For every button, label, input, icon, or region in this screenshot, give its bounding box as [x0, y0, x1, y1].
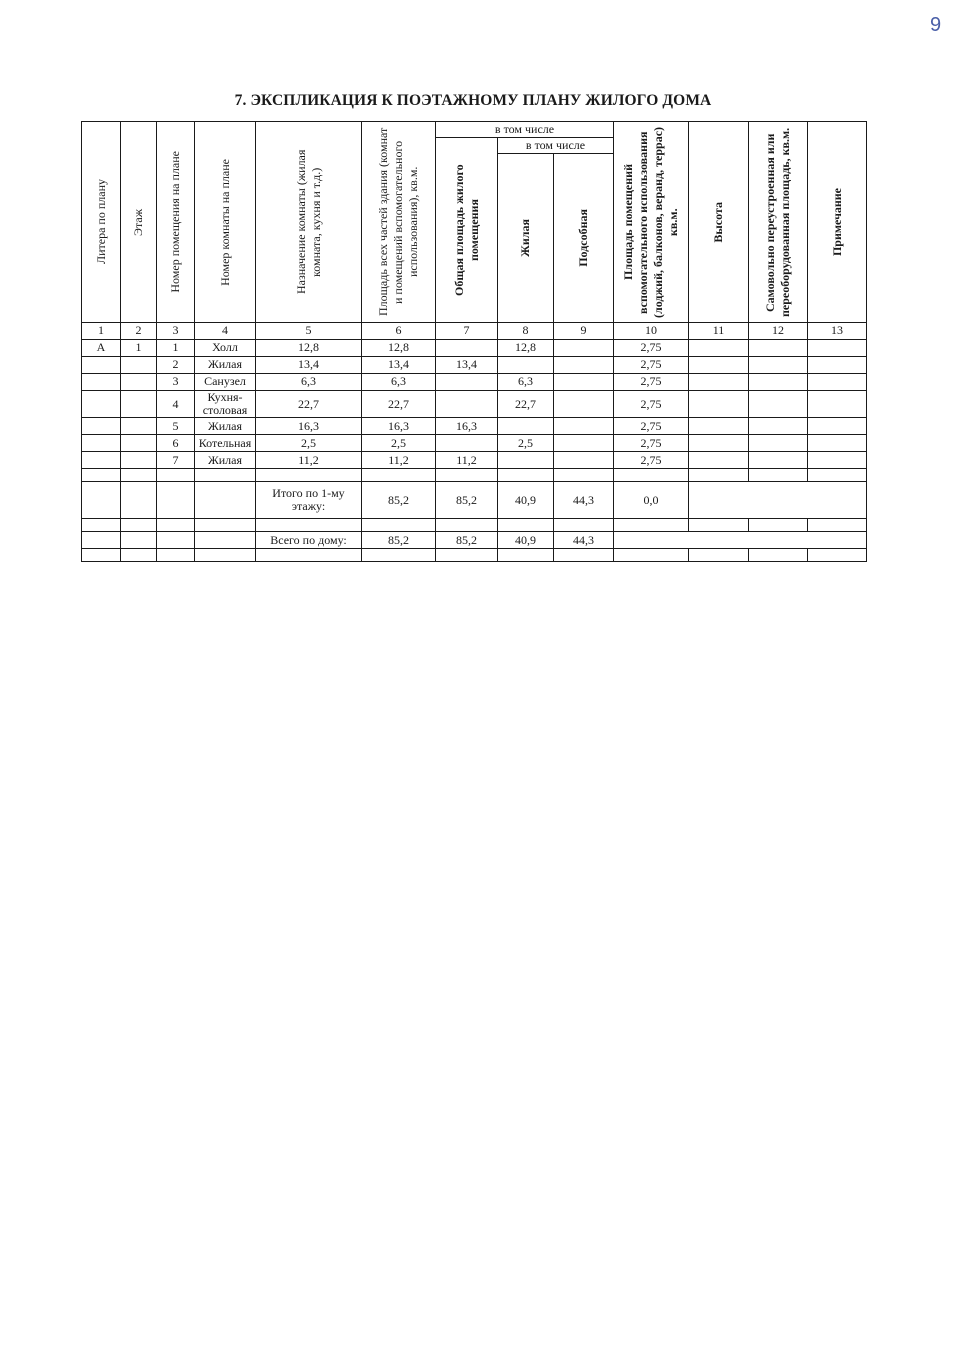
- floor-cell: [121, 452, 157, 469]
- area-all-cell: 22,7: [256, 391, 362, 418]
- floor-total-aux-use: 0,0: [614, 482, 689, 519]
- column-number: 10: [614, 323, 689, 340]
- unauth-cell: [689, 452, 749, 469]
- document-title: 7. ЭКСПЛИКАЦИЯ К ПОЭТАЖНОМУ ПЛАНУ ЖИЛОГО ДОМА: [234, 92, 712, 109]
- room-cell: Жилая: [195, 452, 256, 469]
- extra-cell: [808, 418, 867, 435]
- aux-use-cell: [554, 357, 614, 374]
- room-cell: Санузел: [195, 374, 256, 391]
- litera-cell: [82, 435, 121, 452]
- header-floor: Этаж: [121, 122, 157, 323]
- note-cell: [749, 340, 808, 357]
- header-room-no: Номер комнаты на плане: [195, 122, 256, 323]
- floor-total-row: [82, 482, 867, 519]
- header-including-2: в том числе: [498, 138, 614, 154]
- auxiliary-cell: [498, 418, 554, 435]
- extra-cell: [808, 357, 867, 374]
- total-area-cell: 11,2: [362, 452, 436, 469]
- auxiliary-cell: 12,8: [498, 340, 554, 357]
- litera-cell: [82, 357, 121, 374]
- floor-cell: [121, 391, 157, 418]
- auxiliary-cell: [498, 357, 554, 374]
- auxiliary-cell: 22,7: [498, 391, 554, 418]
- premise-cell: 5: [157, 418, 195, 435]
- premise-cell: 7: [157, 452, 195, 469]
- unauth-cell: [689, 357, 749, 374]
- floor-cell: [121, 435, 157, 452]
- page-mark: 9: [930, 14, 942, 36]
- column-number: 7: [436, 323, 498, 340]
- column-number: 9: [554, 323, 614, 340]
- auxiliary-cell: 2,5: [498, 435, 554, 452]
- header-total-area: Общая площадь жилого помещения: [436, 138, 498, 323]
- aux-use-cell: [554, 418, 614, 435]
- note-cell: [749, 357, 808, 374]
- height-cell: 2,75: [614, 391, 689, 418]
- extra-cell: [808, 374, 867, 391]
- room-cell: Жилая: [195, 357, 256, 374]
- floor-total-total: 85,2: [436, 482, 498, 519]
- premise-cell: 6: [157, 435, 195, 452]
- total-area-cell: 13,4: [362, 357, 436, 374]
- total-area-cell: 22,7: [362, 391, 436, 418]
- table-row: [82, 418, 867, 435]
- height-cell: 2,75: [614, 340, 689, 357]
- column-number: 3: [157, 323, 195, 340]
- premise-cell: 2: [157, 357, 195, 374]
- header-note: Примечание: [808, 122, 867, 323]
- unauth-cell: [689, 374, 749, 391]
- table-row: [82, 391, 867, 418]
- header-unauthorized: Самовольно переустроенная или переоборудованная площадь, кв.м.: [749, 122, 808, 323]
- house-total-auxiliary: 44,3: [554, 532, 614, 549]
- table-row: [82, 357, 867, 374]
- total-area-cell: 16,3: [362, 418, 436, 435]
- living-cell: [436, 374, 498, 391]
- living-cell: 13,4: [436, 357, 498, 374]
- premise-cell: 3: [157, 374, 195, 391]
- header-aux-use: Площадь помещений вспомогательного использования (лоджий, балконов, веранд, террас) кв.м.: [614, 122, 689, 323]
- area-all-cell: 13,4: [256, 357, 362, 374]
- total-area-cell: 6,3: [362, 374, 436, 391]
- explication-table: [81, 121, 867, 562]
- total-area-cell: 12,8: [362, 340, 436, 357]
- height-cell: 2,75: [614, 452, 689, 469]
- column-number: 11: [689, 323, 749, 340]
- note-cell: [749, 418, 808, 435]
- blank-row: [82, 549, 867, 562]
- column-number-row: [82, 323, 867, 340]
- floor-cell: 1: [121, 340, 157, 357]
- area-all-cell: 12,8: [256, 340, 362, 357]
- height-cell: 2,75: [614, 357, 689, 374]
- table-row: [82, 340, 867, 357]
- litera-cell: [82, 374, 121, 391]
- column-number: 13: [808, 323, 867, 340]
- premise-cell: 1: [157, 340, 195, 357]
- column-number: 5: [256, 323, 362, 340]
- floor-cell: [121, 418, 157, 435]
- living-cell: [436, 391, 498, 418]
- header-area-all: Площадь всех частей здания (комнат и помещений вспомогательного использования), кв.м.: [362, 122, 436, 323]
- living-cell: [436, 435, 498, 452]
- area-all-cell: 16,3: [256, 418, 362, 435]
- total-area-cell: 2,5: [362, 435, 436, 452]
- aux-use-cell: [554, 435, 614, 452]
- litera-cell: [82, 418, 121, 435]
- litera-cell: [82, 391, 121, 418]
- height-cell: 2,75: [614, 374, 689, 391]
- height-cell: 2,75: [614, 435, 689, 452]
- floor-total-area-all: 85,2: [362, 482, 436, 519]
- aux-use-cell: [554, 374, 614, 391]
- floor-cell: [121, 374, 157, 391]
- table-row: [82, 452, 867, 469]
- header-living: Жилая: [498, 154, 554, 323]
- floor-total-label: Итого по 1-му этажу:: [256, 482, 362, 519]
- header-premise-no: Номер помещения на плане: [157, 122, 195, 323]
- note-cell: [749, 452, 808, 469]
- header-height: Высота: [689, 122, 749, 323]
- house-total-living: 40,9: [498, 532, 554, 549]
- table-row: [82, 435, 867, 452]
- room-cell: Жилая: [195, 418, 256, 435]
- header-auxiliary: Подсобная: [554, 154, 614, 323]
- living-cell: [436, 340, 498, 357]
- room-cell: Холл: [195, 340, 256, 357]
- house-total-row: [82, 532, 867, 549]
- area-all-cell: 2,5: [256, 435, 362, 452]
- aux-use-cell: [554, 340, 614, 357]
- litera-cell: А: [82, 340, 121, 357]
- extra-cell: [808, 391, 867, 418]
- column-number: 12: [749, 323, 808, 340]
- column-number: 1: [82, 323, 121, 340]
- auxiliary-cell: 6,3: [498, 374, 554, 391]
- header-including-1: в том числе: [436, 122, 614, 138]
- area-all-cell: 6,3: [256, 374, 362, 391]
- room-cell: Кухня-столовая: [195, 391, 256, 418]
- unauth-cell: [689, 391, 749, 418]
- extra-cell: [808, 435, 867, 452]
- house-total-label: Всего по дому:: [256, 532, 362, 549]
- premise-cell: 4: [157, 391, 195, 418]
- note-cell: [749, 391, 808, 418]
- column-number: 8: [498, 323, 554, 340]
- column-number: 6: [362, 323, 436, 340]
- unauth-cell: [689, 435, 749, 452]
- unauth-cell: [689, 418, 749, 435]
- blank-row: [82, 469, 867, 482]
- auxiliary-cell: [498, 452, 554, 469]
- header-litera: Литера по плану: [82, 122, 121, 323]
- column-number: 2: [121, 323, 157, 340]
- room-cell: Котельная: [195, 435, 256, 452]
- unauth-cell: [689, 340, 749, 357]
- table-row: [82, 374, 867, 391]
- height-cell: 2,75: [614, 418, 689, 435]
- floor-total-auxiliary: 44,3: [554, 482, 614, 519]
- extra-cell: [808, 452, 867, 469]
- column-number: 4: [195, 323, 256, 340]
- note-cell: [749, 435, 808, 452]
- area-all-cell: 11,2: [256, 452, 362, 469]
- blank-row: [82, 519, 867, 532]
- header-purpose: Назначение комнаты (жилая комната, кухня и т.д.): [256, 122, 362, 323]
- header-row: [82, 122, 867, 138]
- extra-cell: [808, 340, 867, 357]
- floor-total-living: 40,9: [498, 482, 554, 519]
- floor-cell: [121, 357, 157, 374]
- aux-use-cell: [554, 452, 614, 469]
- note-cell: [749, 374, 808, 391]
- living-cell: 11,2: [436, 452, 498, 469]
- living-cell: 16,3: [436, 418, 498, 435]
- house-total-area-all: 85,2: [362, 532, 436, 549]
- litera-cell: [82, 452, 121, 469]
- aux-use-cell: [554, 391, 614, 418]
- house-total-total: 85,2: [436, 532, 498, 549]
